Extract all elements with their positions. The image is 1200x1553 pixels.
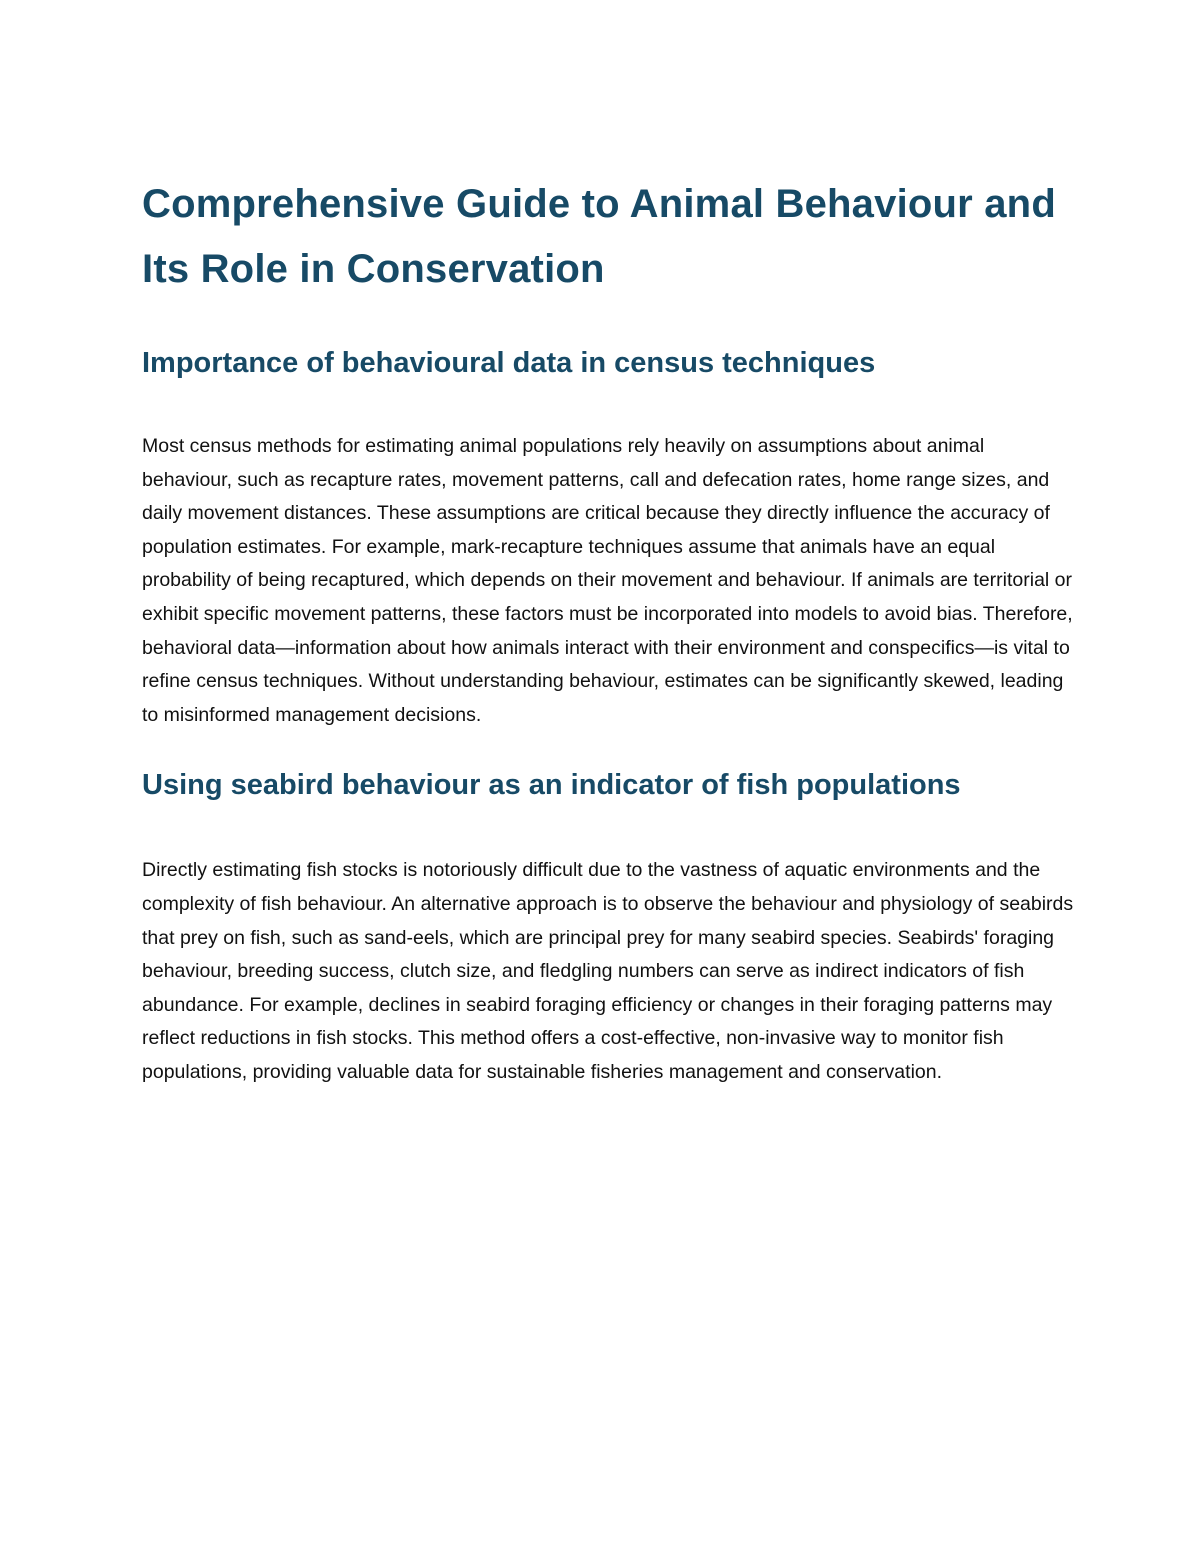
section-paragraph-census: Most census methods for estimating animal populations rely heavily on assumptions about animal behaviour, such as recapture rates, movement patterns, call and defecation rates, home range sizes, and daily movement distances. These assumptions are critical because they directly influence the accuracy of population estimates. For example, mark-recapture techniques assume that animals have an equal probability of being recaptured, which depends on their movement and behaviour. If animals are territorial or exhibit specific movement patterns, these factors must be incorporated into models to avoid bias. Therefore, behavioral data—information about how animals interact with their environment and conspecifics—is vital to refine census techniques. Without understanding behaviour, estimates can be significantly skewed, leading to misinformed management decisions. xyxy=(142,435,1073,726)
section-heading-census: Importance of behavioural data in census techniques xyxy=(142,347,876,379)
section-paragraph-seabird: Directly estimating fish stocks is notoriously difficult due to the vastness of aquatic environments and the complexity of fish behaviour. An alternative approach is to observe the behaviour and physiology of seabirds that prey on fish, such as sand-eels, which are principal prey for many seabird species. Seabirds' foraging behaviour, breeding success, clutch size, and fledgling numbers can serve as indirect indicators of fish abundance. For example, declines in seabird foraging efficiency or changes in their foraging patterns may reflect reductions in fish stocks. This method offers a cost-effective, non-invasive way to monitor fish populations, providing valuable data for sustainable fisheries management and conservation. xyxy=(142,859,1074,1083)
section-heading-seabird: Using seabird behaviour as an indicator of fish populations xyxy=(142,769,961,802)
document-body xyxy=(142,172,1077,1090)
document-title: Comprehensive Guide to Animal Behaviour and Its Role in Conservation xyxy=(142,182,1056,291)
